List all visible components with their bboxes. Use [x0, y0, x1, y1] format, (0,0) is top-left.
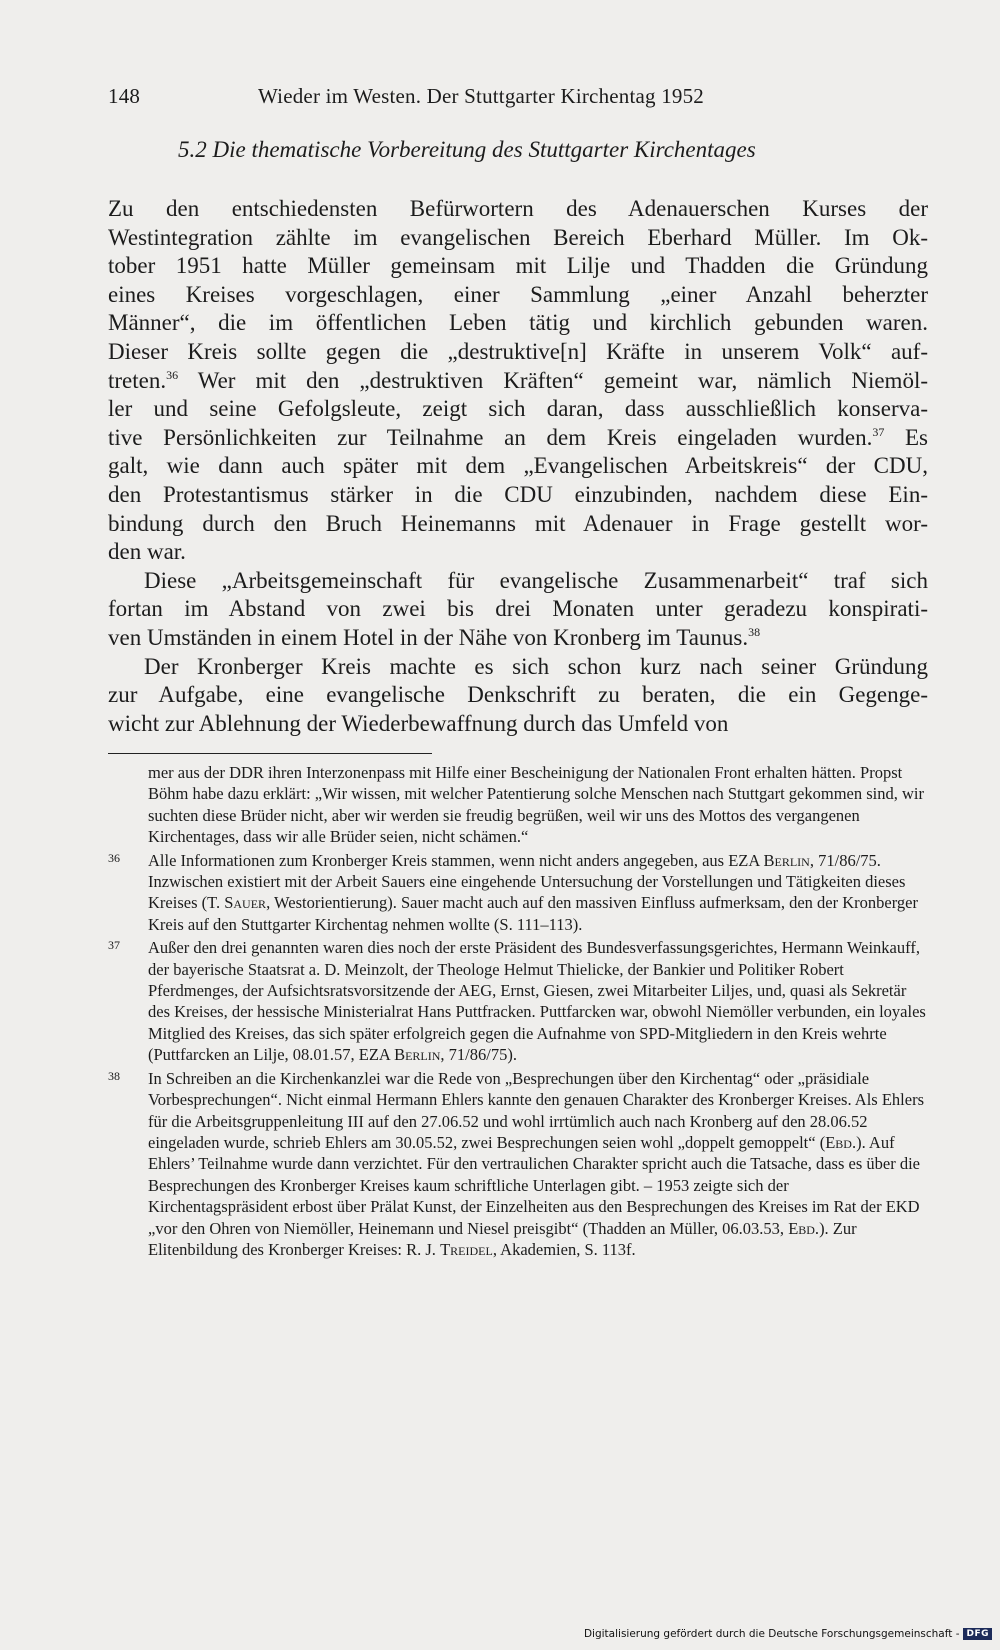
text-line: tober 1951 hatte Müller gemeinsam mit Lilje und Thadden die Gründung — [108, 253, 928, 279]
footnote-smallcaps: Ebd. — [825, 1132, 857, 1152]
text-line: wicht zur Ablehnung der Wiederbewaffnung durch das Umfeld von — [108, 710, 729, 736]
footnote-number: 38 — [108, 1068, 120, 1083]
footnote-text: , Westorientierung). Sauer macht auch auf den massiven Einfluss aufmerksam, den der Kronberger Kreis auf den Stuttgarter Kirchentag nehmen wollte (S. 111–113). — [148, 893, 918, 934]
footnote-smallcaps: Berlin — [763, 850, 810, 870]
text-line: Dieser Kreis sollte gegen die „destruktive[n] Kräfte in unserem Volk“ auf- — [108, 338, 928, 364]
digitization-footer — [584, 1628, 992, 1640]
paragraph-2 — [108, 567, 928, 653]
running-header — [108, 84, 768, 109]
text-line: Westintegration zählte im evangelischen Bereich Eberhard Müller. Im Ok- — [108, 224, 928, 250]
text-line: den Protestantismus stärker in die CDU einzubinden, nachdem diese Ein- — [108, 481, 928, 507]
paragraph-3 — [108, 653, 928, 739]
footnote-text: , 71/86/75). — [440, 1045, 517, 1065]
footnote-text: In Schreiben an die Kirchenkanzlei war die Rede von „Besprechungen über den Kirchentag“ oder „präsidiale Vorbesprechungen“. Nicht einmal Hermann Ehlers kannte den genauen Charakter des Kronberger Kreises. Als Ehlers für die Arbeitsgruppenleitung III auf den 27.06.52 und wohl irrtümlich auch nach Kronberg auf den 28.06.52 eingeladen wurde, schrieb Ehlers am 30.05.52, zwei Besprechungen seien wohl „doppelt gemoppelt“ ( — [148, 1068, 925, 1152]
text-line: Diese „Arbeitsgemeinschaft für evangelische Zusammenarbeit“ traf sich — [144, 567, 928, 593]
text-line: den war. — [108, 539, 186, 565]
footnote-37 — [108, 937, 928, 1065]
main-text — [108, 195, 928, 738]
footer-credit: Digitalisierung gefördert durch die Deutsche Forschungsgemeinschaft - — [583, 1628, 960, 1640]
footnote-separator — [108, 753, 432, 754]
text-line: Männer“, die im öffentlichen Leben tätig und kirchlich gebunden waren. — [108, 310, 928, 336]
footnote-smallcaps: Sauer — [224, 893, 267, 913]
text-line: galt, wie dann auch später mit dem „Evangelischen Arbeitskreis“ der CDU, — [108, 453, 928, 479]
footnote-reference[interactable]: 38 — [748, 624, 761, 639]
footnote-reference[interactable]: 36 — [166, 367, 179, 382]
running-title: Wieder im Westen. Der Stuttgarter Kirchentag 1952 — [258, 84, 704, 108]
footnote-continued — [108, 762, 928, 848]
text-line: treten.$^{36}$ Wer mit den „destruktiven Kräften“ gemeint war, nämlich Niemöl- — [108, 367, 928, 393]
footnote-text: Außer den drei genannten waren dies noch der erste Präsident des Bundesverfassungsgerichtes, Hermann Weinkauff, der bayerische Staatsrat a. D. Meinzolt, der Theologe Helmut Thielicke, der Bankier und Politiker Robert Pferdmenges, der Aufsichtsratsvorsitzende der AEG, Ernst, Giesen, zwei Mitarbeiter Liljes, und, quasi als Sekretär des Kreises, der hessische Ministerialrat Hans Puttfracken. Puttfarcken war, obwohl Niemöller verbunden, ein loyales Mitglied des Kreises, das sich später erfolgreich gegen die Aufnahme von SPD-Mitgliedern in den Kreis wehrte (Puttfarcken an Lilje, 08.01.57, EZA — [148, 938, 926, 1065]
footnote-number: 37 — [108, 938, 120, 953]
footnote-text: ). Auf Ehlers’ Teilnahme wurde dann verzichtet. Für den vertraulichen Charakter spricht auch die Tatsache, dass es über die Besprechungen des Kronberger Kreises kaum schriftliche Unterlagen gibt. – 1953 zeigte sich der Kirchentagspräsident erbost über Prälat Kunst, der Einzelheiten aus den Besprechungen des Kreises im Rat der EKD „vor den Ohren von Niemöller, Heinemann und Niesel preisgibt“ (Thadden an Müller, 06.03.53, — [148, 1132, 920, 1238]
text-line: tive Persönlichkeiten zur Teilnahme an dem Kreis eingeladen wurden.$^{37}$ Es — [108, 424, 928, 450]
footnote-reference[interactable]: 37 — [872, 424, 885, 439]
footnote-smallcaps: Treidel — [440, 1239, 493, 1259]
text-line: Zu den entschiedensten Befürwortern des Adenauerschen Kurses der — [108, 196, 928, 221]
footnote-text: , Akademien, S. 113f. — [492, 1239, 636, 1259]
section-heading: 5.2 Die thematische Vorbereitung des Stuttgarter Kirchentages — [178, 137, 756, 162]
footnote-38 — [108, 1068, 928, 1261]
page-number: 148 — [108, 84, 141, 108]
footnote-text: ). Zur Elitenbildung des Kronberger Kreises: R. J. — [148, 1218, 857, 1259]
text-line: bindung durch den Bruch Heinemanns mit Adenauer in Frage gestellt wor- — [108, 510, 928, 536]
footnotes — [108, 762, 928, 1260]
footnote-text: , 71/86/75. Inzwischen existiert mit der Arbeit Sauers eine eingehende Untersuchung der Vorstellungen und Tätigkeiten dieses Kreises (T. — [148, 850, 906, 913]
footnote-text: Alle Informationen zum Kronberger Kreis stammen, wenn nicht anders angegeben, aus EZA — [148, 850, 764, 870]
text-line: zur Aufgabe, eine evangelische Denkschrift zu beraten, die ein Gegenge- — [108, 682, 928, 708]
footnote-36 — [108, 850, 928, 936]
paragraph-1 — [108, 195, 928, 567]
text-line: ler und seine Gefolgsleute, zeigt sich daran, dass ausschließlich konserva- — [108, 396, 928, 422]
text-line: eines Kreises vorgeschlagen, einer Sammlung „einer Anzahl beherzter — [108, 281, 928, 307]
dfg-logo: DFG — [963, 1628, 992, 1640]
footnote-smallcaps: Berlin — [394, 1045, 441, 1065]
footnote-smallcaps: Ebd. — [788, 1218, 820, 1238]
footnote-continued-text: mer aus der DDR ihren Interzonenpass mit Hilfe einer Bescheinigung der Nationalen Front erhalten hätten. Propst Böhm habe dazu erklärt: „Wir wissen, mit welcher Patentierung solche Menschen nach Stuttgart gekommen sind, wir suchten diese Brüder nicht, aber wir werden sie freudig begrüßen, weil wir uns des Mottos des vergangenen Kirchentages, dass wir alle Brüder seien, nicht schämen.“ — [148, 763, 924, 847]
text-line: ven Umständen in einem Hotel in der Nähe von Kronberg im Taunus.$^{38}$ — [108, 624, 761, 650]
text-line: Der Kronberger Kreis machte es sich schon kurz nach seiner Gründung — [144, 653, 928, 679]
text-line: fortan im Abstand von zwei bis drei Monaten unter geradezu konspirati- — [108, 596, 928, 622]
footnote-number: 36 — [108, 850, 120, 865]
